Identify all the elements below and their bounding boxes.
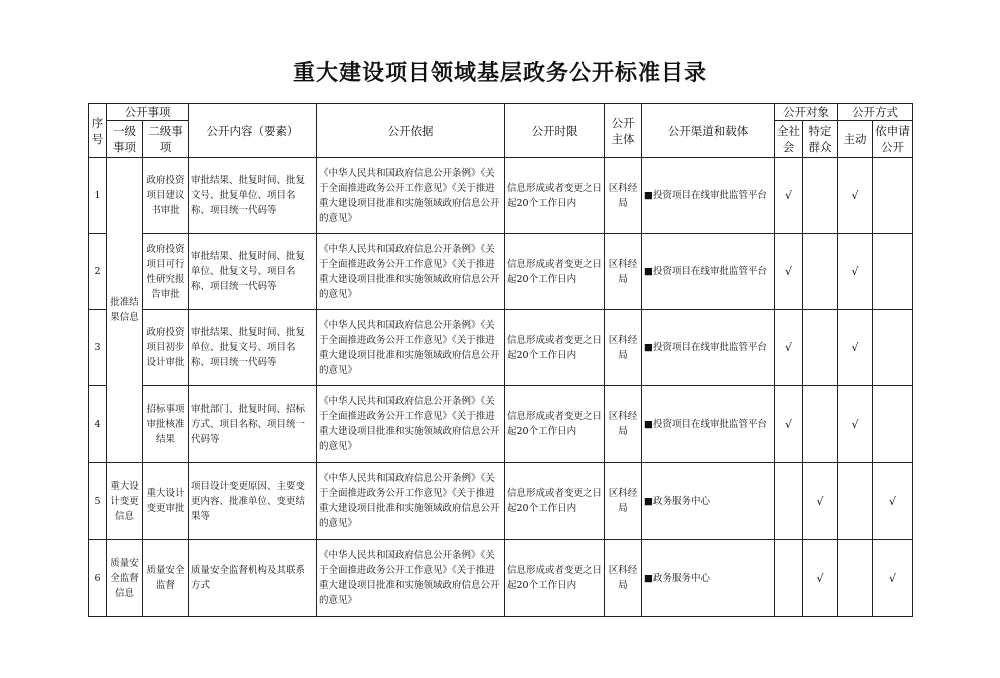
table-row xyxy=(89,540,913,617)
row-target-specific xyxy=(803,310,838,386)
row-target-specific xyxy=(803,234,838,310)
row-subject: 区科经局 xyxy=(605,540,642,617)
row-content: 审批部门、批复时间、招标方式、项目名称、项目统一代码等 xyxy=(189,386,317,463)
row-target-all: √ xyxy=(775,234,803,310)
row-target-specific: √ xyxy=(803,463,838,540)
row-channel: ■政务服务中心 xyxy=(642,463,775,540)
row-basis: 《中华人民共和国政府信息公开条例》《关于全面推进政务公开工作意见》《关于推进重大建设项目批准和实施领域政府信息公开的意见》 xyxy=(317,158,505,234)
header-method: 公开方式 xyxy=(838,104,913,121)
group-design-change: 重大设计变更信息 xyxy=(107,463,143,540)
header-content: 公开内容（要素） xyxy=(189,104,317,158)
row-target-specific: √ xyxy=(803,540,838,617)
row-seq: 6 xyxy=(89,540,107,617)
header-target-all: 全社会 xyxy=(775,121,803,158)
header-level1: 一级事项 xyxy=(107,121,143,158)
row-time-limit: 信息形成或者变更之日起20个工作日内 xyxy=(505,540,605,617)
row-level2: 质量安全监督 xyxy=(143,540,189,617)
header-target-specific: 特定群众 xyxy=(803,121,838,158)
header-target: 公开对象 xyxy=(775,104,838,121)
row-content: 质量安全监督机构及其联系方式 xyxy=(189,540,317,617)
row-channel: ■政务服务中心 xyxy=(642,540,775,617)
row-method-request xyxy=(873,234,913,310)
row-target-specific xyxy=(803,158,838,234)
row-content: 审批结果、批复时间、批复单位、批复文号、项目名称、项目统一代码等 xyxy=(189,234,317,310)
row-method-active xyxy=(838,540,873,617)
row-channel: ■投资项目在线审批监管平台 xyxy=(642,310,775,386)
header-seq: 序号 xyxy=(89,104,107,158)
header-method-active: 主动 xyxy=(838,121,873,158)
row-subject: 区科经局 xyxy=(605,463,642,540)
group-approval: 批准结果信息 xyxy=(107,158,143,463)
row-method-active: √ xyxy=(838,158,873,234)
row-target-all xyxy=(775,540,803,617)
row-seq: 5 xyxy=(89,463,107,540)
row-method-request xyxy=(873,310,913,386)
header-method-request: 依申请公开 xyxy=(873,121,913,158)
row-level2: 招标事项审批核准结果 xyxy=(143,386,189,463)
row-method-request: √ xyxy=(873,540,913,617)
row-target-all: √ xyxy=(775,158,803,234)
page-title: 重大建设项目领域基层政务公开标准目录 xyxy=(292,60,707,86)
row-level2: 政府投资项目建议书审批 xyxy=(143,158,189,234)
row-time-limit: 信息形成或者变更之日起20个工作日内 xyxy=(505,310,605,386)
row-subject: 区科经局 xyxy=(605,158,642,234)
header-basis: 公开依据 xyxy=(317,104,505,158)
header-subject: 公开主体 xyxy=(605,104,642,158)
table-row xyxy=(89,310,913,386)
table-row xyxy=(89,386,913,463)
row-seq: 1 xyxy=(89,158,107,234)
row-level2: 政府投资项目初步设计审批 xyxy=(143,310,189,386)
row-channel: ■投资项目在线审批监管平台 xyxy=(642,158,775,234)
row-basis: 《中华人民共和国政府信息公开条例》《关于全面推进政务公开工作意见》《关于推进重大建设项目批准和实施领域政府信息公开的意见》 xyxy=(317,234,505,310)
row-method-request: √ xyxy=(873,463,913,540)
row-seq: 3 xyxy=(89,310,107,386)
header-channel: 公开渠道和载体 xyxy=(642,104,775,158)
row-time-limit: 信息形成或者变更之日起20个工作日内 xyxy=(505,158,605,234)
row-target-all: √ xyxy=(775,310,803,386)
row-level2: 重大设计变更审批 xyxy=(143,463,189,540)
row-method-active: √ xyxy=(838,310,873,386)
row-basis: 《中华人民共和国政府信息公开条例》《关于全面推进政务公开工作意见》《关于推进重大建设项目批准和实施领域政府信息公开的意见》 xyxy=(317,540,505,617)
row-channel: ■投资项目在线审批监管平台 xyxy=(642,386,775,463)
row-time-limit: 信息形成或者变更之日起20个工作日内 xyxy=(505,234,605,310)
row-target-all xyxy=(775,463,803,540)
row-subject: 区科经局 xyxy=(605,234,642,310)
row-level2: 政府投资项目可行性研究报告审批 xyxy=(143,234,189,310)
group-quality: 质量安全监督信息 xyxy=(107,540,143,617)
table-row xyxy=(89,463,913,540)
row-basis: 《中华人民共和国政府信息公开条例》《关于全面推进政务公开工作意见》《关于推进重大建设项目批准和实施领域政府信息公开的意见》 xyxy=(317,386,505,463)
row-method-request xyxy=(873,158,913,234)
row-time-limit: 信息形成或者变更之日起20个工作日内 xyxy=(505,386,605,463)
header-public-item: 公开事项 xyxy=(107,104,189,121)
row-method-active xyxy=(838,463,873,540)
row-method-active: √ xyxy=(838,386,873,463)
catalog-table xyxy=(88,103,913,617)
row-method-active: √ xyxy=(838,234,873,310)
table-row xyxy=(89,158,913,234)
row-seq: 4 xyxy=(89,386,107,463)
row-target-all: √ xyxy=(775,386,803,463)
row-content: 项目设计变更原因、主要变更内容、批准单位、变更结果等 xyxy=(189,463,317,540)
header-level2: 二级事项 xyxy=(143,121,189,158)
row-seq: 2 xyxy=(89,234,107,310)
row-channel: ■投资项目在线审批监管平台 xyxy=(642,234,775,310)
row-basis: 《中华人民共和国政府信息公开条例》《关于全面推进政务公开工作意见》《关于推进重大建设项目批准和实施领域政府信息公开的意见》 xyxy=(317,463,505,540)
row-target-specific xyxy=(803,386,838,463)
row-method-request xyxy=(873,386,913,463)
row-time-limit: 信息形成或者变更之日起20个工作日内 xyxy=(505,463,605,540)
row-content: 审批结果、批复时间、批复单位、批复文号、项目名称、项目统一代码等 xyxy=(189,310,317,386)
table-row xyxy=(89,234,913,310)
row-basis: 《中华人民共和国政府信息公开条例》《关于全面推进政务公开工作意见》《关于推进重大建设项目批准和实施领域政府信息公开的意见》 xyxy=(317,310,505,386)
row-subject: 区科经局 xyxy=(605,310,642,386)
header-time-limit: 公开时限 xyxy=(505,104,605,158)
row-content: 审批结果、批复时间、批复文号、批复单位、项目名称、项目统一代码等 xyxy=(189,158,317,234)
row-subject: 区科经局 xyxy=(605,386,642,463)
